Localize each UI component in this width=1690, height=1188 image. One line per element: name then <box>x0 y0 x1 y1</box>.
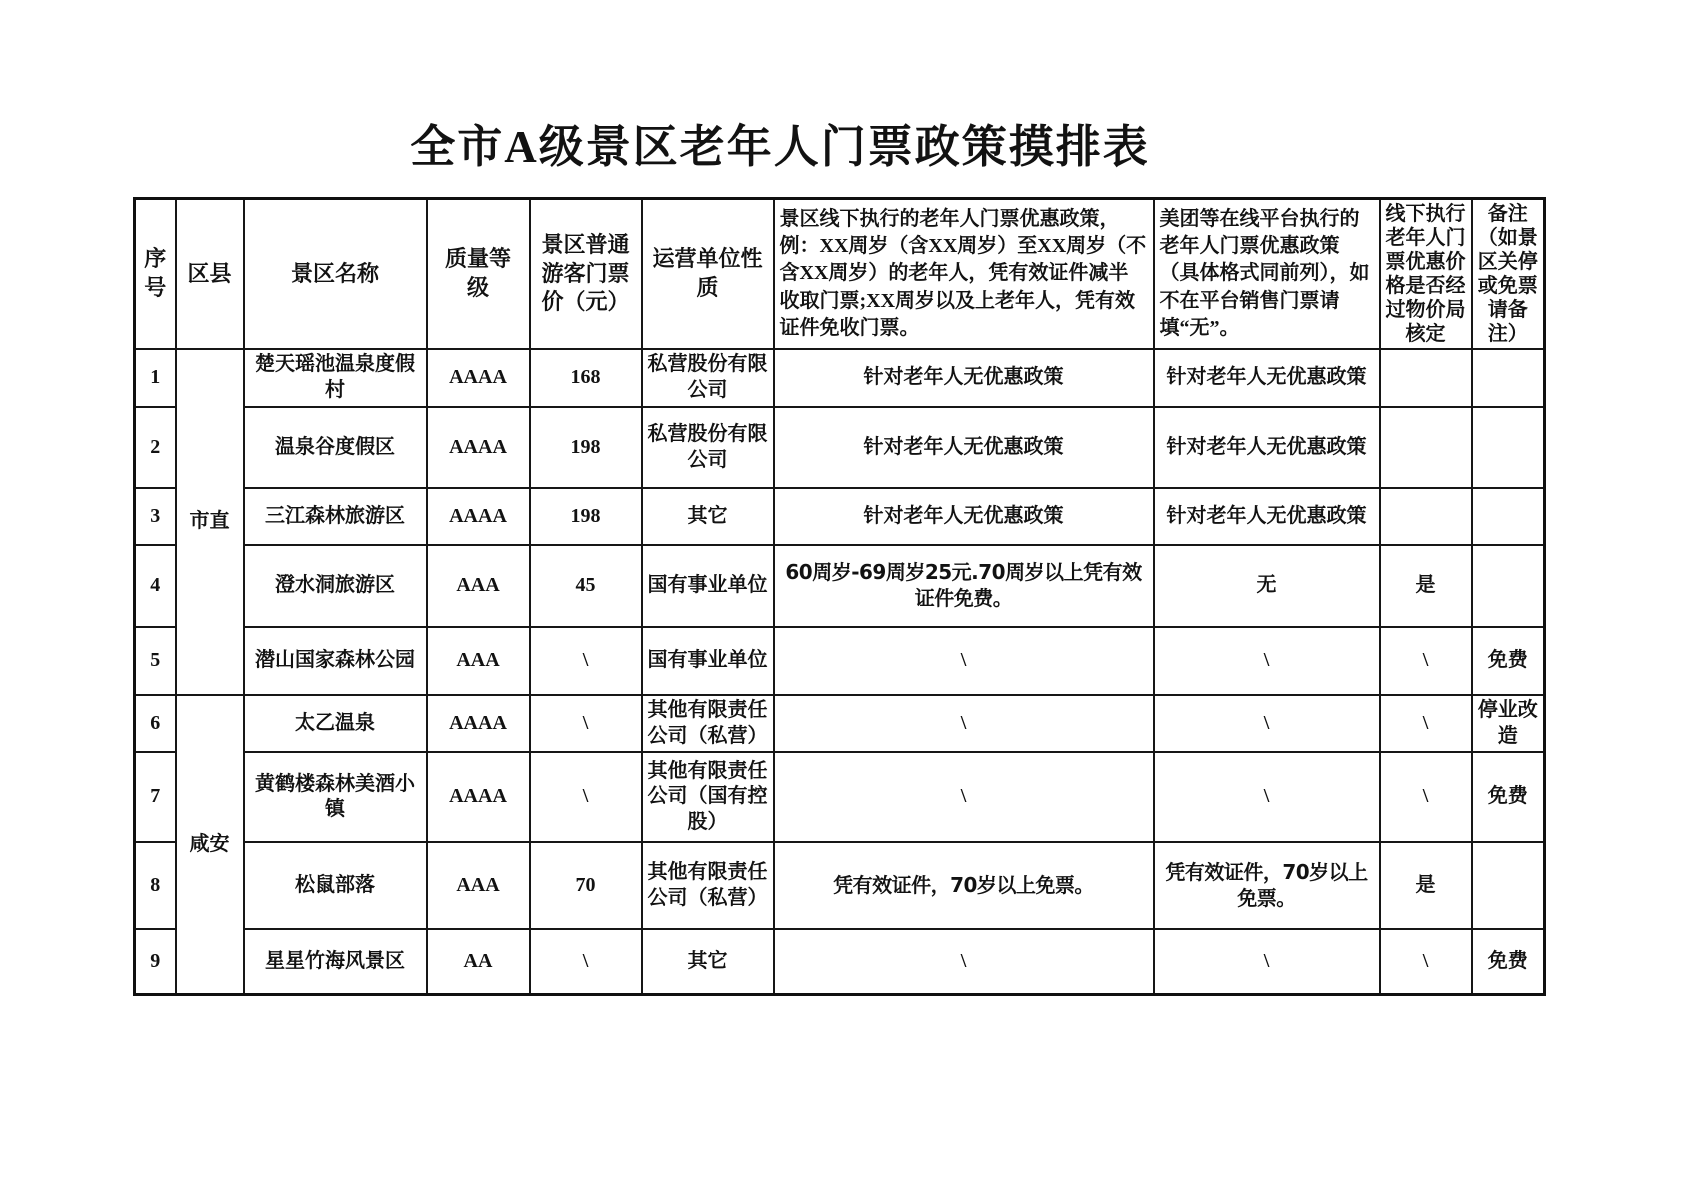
cell-operator: 私营股份有限公司 <box>642 407 774 488</box>
cell-serial: 2 <box>135 407 176 488</box>
cell-online-policy: 凭有效证件，70岁以上免票。 <box>1154 842 1380 929</box>
cell-operator: 私营股份有限公司 <box>642 349 774 407</box>
cell-remark <box>1472 545 1545 627</box>
col-header-online-policy: 美团等在线平台执行的老年人门票优惠政策（具体格式同前列），如不在平台销售门票请填“无”。 <box>1154 199 1380 350</box>
cell-operator: 其他有限责任公司（国有控股） <box>642 752 774 842</box>
cell-price-approved: \ <box>1380 929 1472 994</box>
cell-online-policy: \ <box>1154 627 1380 695</box>
cell-price-approved <box>1380 407 1472 488</box>
cell-remark: 免费 <box>1472 627 1545 695</box>
cell-serial: 7 <box>135 752 176 842</box>
cell-price: \ <box>530 752 642 842</box>
page-title: 全市A级景区老年人门票政策摸排表 <box>410 122 1150 172</box>
policy-table <box>133 197 1546 996</box>
cell-remark: 免费 <box>1472 752 1545 842</box>
cell-remark <box>1472 349 1545 407</box>
cell-price-approved: \ <box>1380 627 1472 695</box>
cell-serial: 8 <box>135 842 176 929</box>
cell-price-approved <box>1380 488 1472 545</box>
cell-price: \ <box>530 929 642 994</box>
cell-remark <box>1472 407 1545 488</box>
cell-grade: AA <box>427 929 530 994</box>
cell-price-approved: 是 <box>1380 842 1472 929</box>
cell-remark: 免费 <box>1472 929 1545 994</box>
cell-scenic-name: 星星竹海风景区 <box>244 929 427 994</box>
cell-operator: 其它 <box>642 488 774 545</box>
cell-grade: AAA <box>427 545 530 627</box>
table-row <box>135 752 1545 842</box>
cell-offline-policy: \ <box>774 752 1154 842</box>
cell-price: \ <box>530 695 642 752</box>
cell-grade: AAAA <box>427 695 530 752</box>
cell-scenic-name: 三江森林旅游区 <box>244 488 427 545</box>
cell-serial: 4 <box>135 545 176 627</box>
cell-price: \ <box>530 627 642 695</box>
table-row <box>135 929 1545 994</box>
cell-offline-policy: \ <box>774 695 1154 752</box>
cell-serial: 6 <box>135 695 176 752</box>
cell-serial: 3 <box>135 488 176 545</box>
col-header-price: 景区普通游客门票价（元） <box>530 199 642 350</box>
cell-operator: 其他有限责任公司（私营） <box>642 842 774 929</box>
cell-price: 168 <box>530 349 642 407</box>
cell-serial: 1 <box>135 349 176 407</box>
cell-online-policy: 针对老年人无优惠政策 <box>1154 349 1380 407</box>
cell-grade: AAA <box>427 842 530 929</box>
col-header-remark: 备注（如景区关停或免票请备注） <box>1472 199 1545 350</box>
cell-price: 198 <box>530 407 642 488</box>
cell-offline-policy: \ <box>774 627 1154 695</box>
cell-operator: 其他有限责任公司（私营） <box>642 695 774 752</box>
cell-price: 70 <box>530 842 642 929</box>
cell-scenic-name: 温泉谷度假区 <box>244 407 427 488</box>
cell-grade: AAAA <box>427 488 530 545</box>
table-row <box>135 488 1545 545</box>
table-row <box>135 627 1545 695</box>
cell-scenic-name: 潜山国家森林公园 <box>244 627 427 695</box>
cell-online-policy: \ <box>1154 752 1380 842</box>
col-header-offline-policy: 景区线下执行的老年人门票优惠政策，例：XX周岁（含XX周岁）至XX周岁（不含XX周岁）的老年人，凭有效证件减半收取门票;XX周岁以及上老年人，凭有效证件免收门票。 <box>774 199 1154 350</box>
cell-offline-policy: 针对老年人无优惠政策 <box>774 407 1154 488</box>
cell-price-approved <box>1380 349 1472 407</box>
cell-grade: AAAA <box>427 752 530 842</box>
table-row <box>135 349 1545 407</box>
cell-grade: AAAA <box>427 407 530 488</box>
cell-online-policy: \ <box>1154 929 1380 994</box>
cell-online-policy: \ <box>1154 695 1380 752</box>
col-header-grade: 质量等级 <box>427 199 530 350</box>
district-cell-xianan: 咸安 <box>176 695 244 994</box>
cell-scenic-name: 太乙温泉 <box>244 695 427 752</box>
cell-operator: 国有事业单位 <box>642 545 774 627</box>
district-cell-shizhi: 市直 <box>176 349 244 695</box>
cell-offline-policy: \ <box>774 929 1154 994</box>
cell-price: 198 <box>530 488 642 545</box>
cell-remark: 停业改造 <box>1472 695 1545 752</box>
cell-serial: 9 <box>135 929 176 994</box>
cell-offline-policy: 60周岁-69周岁25元.70周岁以上凭有效证件免费。 <box>774 545 1154 627</box>
cell-grade: AAA <box>427 627 530 695</box>
cell-remark <box>1472 842 1545 929</box>
cell-scenic-name: 澄水洞旅游区 <box>244 545 427 627</box>
table-row <box>135 407 1545 488</box>
header-row <box>135 199 1545 350</box>
col-header-operator: 运营单位性质 <box>642 199 774 350</box>
table-row <box>135 545 1545 627</box>
table-row <box>135 842 1545 929</box>
cell-offline-policy: 针对老年人无优惠政策 <box>774 488 1154 545</box>
cell-price-approved: 是 <box>1380 545 1472 627</box>
cell-online-policy: 针对老年人无优惠政策 <box>1154 407 1380 488</box>
cell-price: 45 <box>530 545 642 627</box>
cell-online-policy: 无 <box>1154 545 1380 627</box>
cell-scenic-name: 楚天瑶池温泉度假村 <box>244 349 427 407</box>
cell-operator: 其它 <box>642 929 774 994</box>
cell-serial: 5 <box>135 627 176 695</box>
cell-remark <box>1472 488 1545 545</box>
col-header-serial: 序号 <box>135 199 176 350</box>
cell-price-approved: \ <box>1380 752 1472 842</box>
cell-online-policy: 针对老年人无优惠政策 <box>1154 488 1380 545</box>
col-header-scenic-name: 景区名称 <box>244 199 427 350</box>
cell-offline-policy: 凭有效证件，70岁以上免票。 <box>774 842 1154 929</box>
cell-operator: 国有事业单位 <box>642 627 774 695</box>
cell-price-approved: \ <box>1380 695 1472 752</box>
cell-grade: AAAA <box>427 349 530 407</box>
cell-scenic-name: 黄鹤楼森林美酒小镇 <box>244 752 427 842</box>
cell-scenic-name: 松鼠部落 <box>244 842 427 929</box>
col-header-district: 区县 <box>176 199 244 350</box>
col-header-price-approved: 线下执行老年人门票优惠价格是否经过物价局核定 <box>1380 199 1472 350</box>
table-row <box>135 695 1545 752</box>
cell-offline-policy: 针对老年人无优惠政策 <box>774 349 1154 407</box>
